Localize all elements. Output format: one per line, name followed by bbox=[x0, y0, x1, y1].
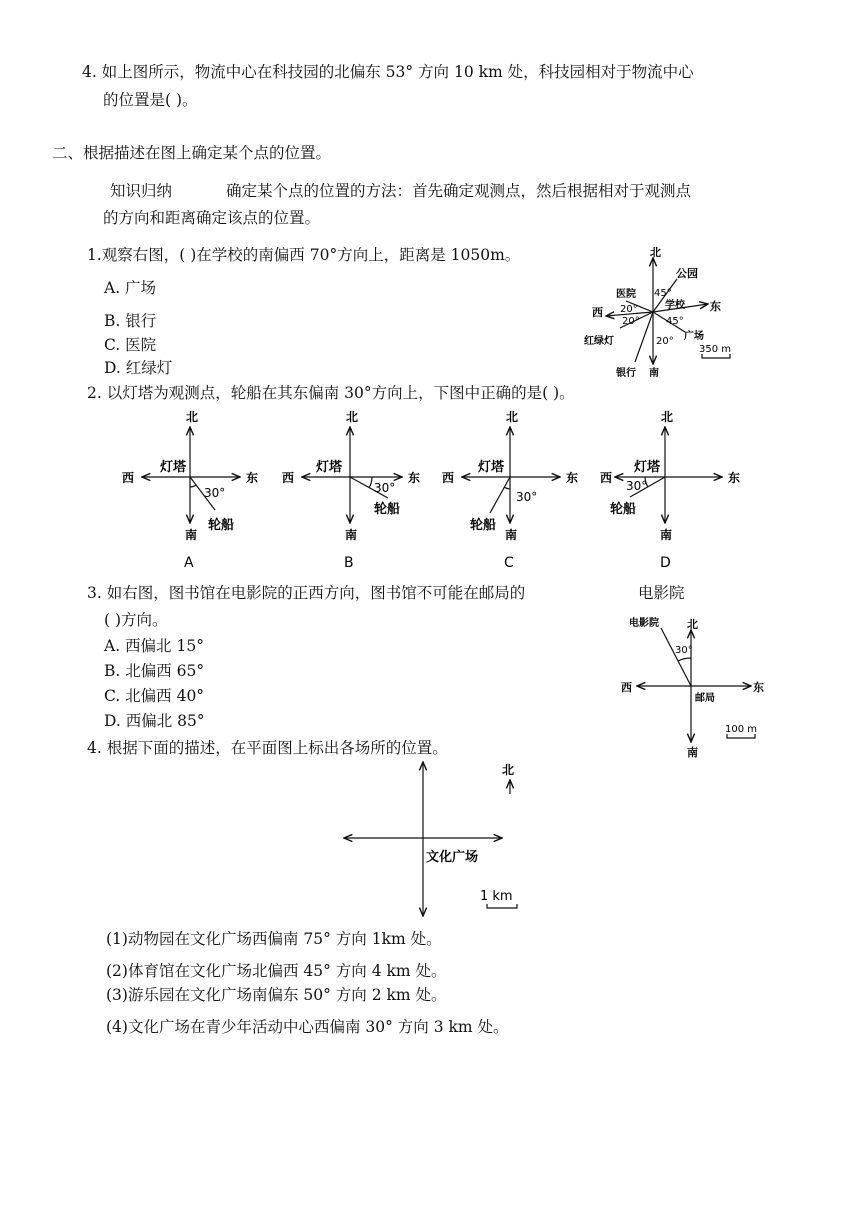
q2-b-lighthouse: 灯塔 bbox=[316, 460, 343, 475]
q1-fig-traffic-light: 红绿灯 bbox=[584, 336, 614, 347]
q1-fig-east: 东 bbox=[710, 300, 721, 313]
q1-fig-hospital: 医院 bbox=[616, 289, 636, 300]
q2-c-north: 北 bbox=[506, 410, 519, 424]
q2-d-ship: 轮船 bbox=[610, 502, 637, 517]
q2-c-lighthouse: 灯塔 bbox=[478, 460, 505, 475]
q1-fig-angle45a: 45° bbox=[654, 288, 672, 299]
q2-d-angle: 30° bbox=[626, 479, 648, 493]
q2-d-west: 西 bbox=[600, 471, 613, 485]
q2-b-east: 东 bbox=[408, 471, 421, 485]
q2-letter-b: B bbox=[344, 555, 354, 571]
q2-a-north: 北 bbox=[186, 410, 199, 424]
q2-b-south: 南 bbox=[345, 528, 358, 542]
q3-option-d: D. 西偏北 85° bbox=[104, 712, 205, 730]
q2-b-west: 西 bbox=[282, 471, 295, 485]
q2-c-angle: 30° bbox=[516, 490, 538, 504]
q3-fig-post-office: 邮局 bbox=[695, 693, 715, 704]
q1-fig-scale: 350 m bbox=[699, 344, 732, 355]
q2-a-west: 西 bbox=[122, 471, 135, 485]
q3-fig-scale: 100 m bbox=[725, 724, 758, 735]
q4-fig-scale: 1 km bbox=[480, 889, 513, 904]
q1-fig-angle20b: 20° bbox=[622, 316, 640, 327]
q1-fig-school: 学校 bbox=[665, 300, 685, 311]
q2-d-south: 南 bbox=[660, 528, 673, 542]
q2-a-lighthouse: 灯塔 bbox=[160, 460, 187, 475]
q2-c-ship: 轮船 bbox=[470, 518, 497, 533]
top-question-line1: 4. 如上图所示，物流中心在科技园的北偏东 53° 方向 10 km 处，科技园相对于物流中心 bbox=[82, 63, 694, 81]
q4-fig-center: 文化广场 bbox=[426, 850, 479, 865]
q2-stem: 2. 以灯塔为观测点，轮船在其东偏南 30°方向上，下图中正确的是( )。 bbox=[87, 384, 575, 402]
q2-d-east: 东 bbox=[728, 471, 741, 485]
section-heading: 二、根据描述在图上确定某个点的位置。 bbox=[52, 144, 332, 162]
q2-diagram-a bbox=[122, 410, 258, 571]
q1-compass-figure bbox=[580, 244, 750, 380]
q3-fig-angle: 30° bbox=[675, 645, 693, 656]
q2-c-south: 南 bbox=[505, 528, 518, 542]
q2-a-angle: 30° bbox=[204, 486, 226, 500]
q4-item-2: (2)体育馆在文化广场北偏西 45° 方向 4 km 处。 bbox=[106, 962, 447, 980]
q2-a-ship: 轮船 bbox=[208, 518, 235, 533]
q1-fig-west: 西 bbox=[592, 306, 603, 319]
q3-option-a: A. 西偏北 15° bbox=[104, 637, 204, 655]
q2-c-east: 东 bbox=[566, 471, 579, 485]
q1-fig-angle20c: 20° bbox=[656, 336, 674, 347]
q4-stem: 4. 根据下面的描述，在平面图上标出各场所的位置。 bbox=[87, 739, 448, 757]
q2-letter-d: D bbox=[660, 555, 671, 571]
q2-diagram-d bbox=[600, 410, 740, 571]
q2-diagram-c bbox=[442, 410, 578, 571]
knowledge-line1: 确定某个点的位置的方法：首先确定观测点，然后根据相对于观测点 bbox=[226, 182, 692, 200]
q2-letter-c: C bbox=[504, 555, 514, 571]
q3-stem: 3. 如右图，图书馆在电影院的正西方向，图书馆不可能在邮局的 bbox=[87, 584, 526, 602]
q1-fig-park: 公园 bbox=[676, 267, 698, 280]
knowledge-tag: 知识归纳 bbox=[110, 182, 173, 200]
q3-fig-west: 西 bbox=[621, 681, 632, 694]
q1-option-c: C. 医院 bbox=[104, 336, 157, 354]
q2-a-east: 东 bbox=[246, 471, 259, 485]
q3-stem-tail: 电影院 bbox=[638, 584, 685, 602]
q2-d-north: 北 bbox=[661, 410, 674, 424]
q1-fig-south: 南 bbox=[649, 368, 659, 379]
q4-item-3: (3)游乐园在文化广场南偏东 50° 方向 2 km 处。 bbox=[106, 986, 447, 1004]
q1-fig-bank: 银行 bbox=[616, 368, 636, 379]
q1-option-d: D. 红绿灯 bbox=[104, 359, 173, 377]
q2-b-angle: 30° bbox=[374, 481, 396, 495]
q2-b-north: 北 bbox=[346, 410, 359, 424]
q3-line2: ( )方向。 bbox=[104, 611, 168, 629]
top-question-line2: 的位置是( )。 bbox=[103, 91, 198, 109]
q3-fig-north: 北 bbox=[687, 618, 698, 631]
q2-diagram-b bbox=[282, 410, 420, 571]
q2-options-figure bbox=[110, 405, 760, 575]
q3-fig-south: 南 bbox=[687, 746, 698, 759]
q1-option-a: A. 广场 bbox=[104, 279, 157, 297]
q3-fig-east: 东 bbox=[753, 681, 764, 694]
q1-fig-north: 北 bbox=[650, 246, 661, 259]
q4-item-4: (4)文化广场在青少年活动中心西偏南 30° 方向 3 km 处。 bbox=[106, 1018, 509, 1036]
q2-letter-a: A bbox=[184, 555, 194, 571]
q2-d-lighthouse: 灯塔 bbox=[634, 460, 661, 475]
q1-fig-angle20a: 20° bbox=[620, 304, 638, 315]
q2-b-ship: 轮船 bbox=[374, 502, 401, 517]
knowledge-line2: 的方向和距离确定该点的位置。 bbox=[103, 209, 321, 227]
q3-option-b: B. 北偏西 65° bbox=[104, 662, 205, 680]
q3-compass-figure bbox=[615, 610, 775, 762]
q3-fig-cinema: 电影院 bbox=[629, 618, 659, 629]
q4-item-1: (1)动物园在文化广场西偏南 75° 方向 1km 处。 bbox=[106, 930, 442, 948]
q3-option-c: C. 北偏西 40° bbox=[104, 687, 205, 705]
q4-fig-north: 北 bbox=[502, 763, 515, 777]
q4-plan-figure bbox=[330, 754, 540, 924]
q2-a-south: 南 bbox=[185, 528, 198, 542]
q2-c-west: 西 bbox=[442, 471, 455, 485]
q1-stem: 1.观察右图，( )在学校的南偏西 70°方向上，距离是 1050m。 bbox=[87, 246, 521, 264]
q1-fig-angle45b: 45° bbox=[666, 316, 684, 327]
q1-option-b: B. 银行 bbox=[104, 312, 157, 330]
q1-fig-plaza: 广场 bbox=[684, 331, 704, 342]
